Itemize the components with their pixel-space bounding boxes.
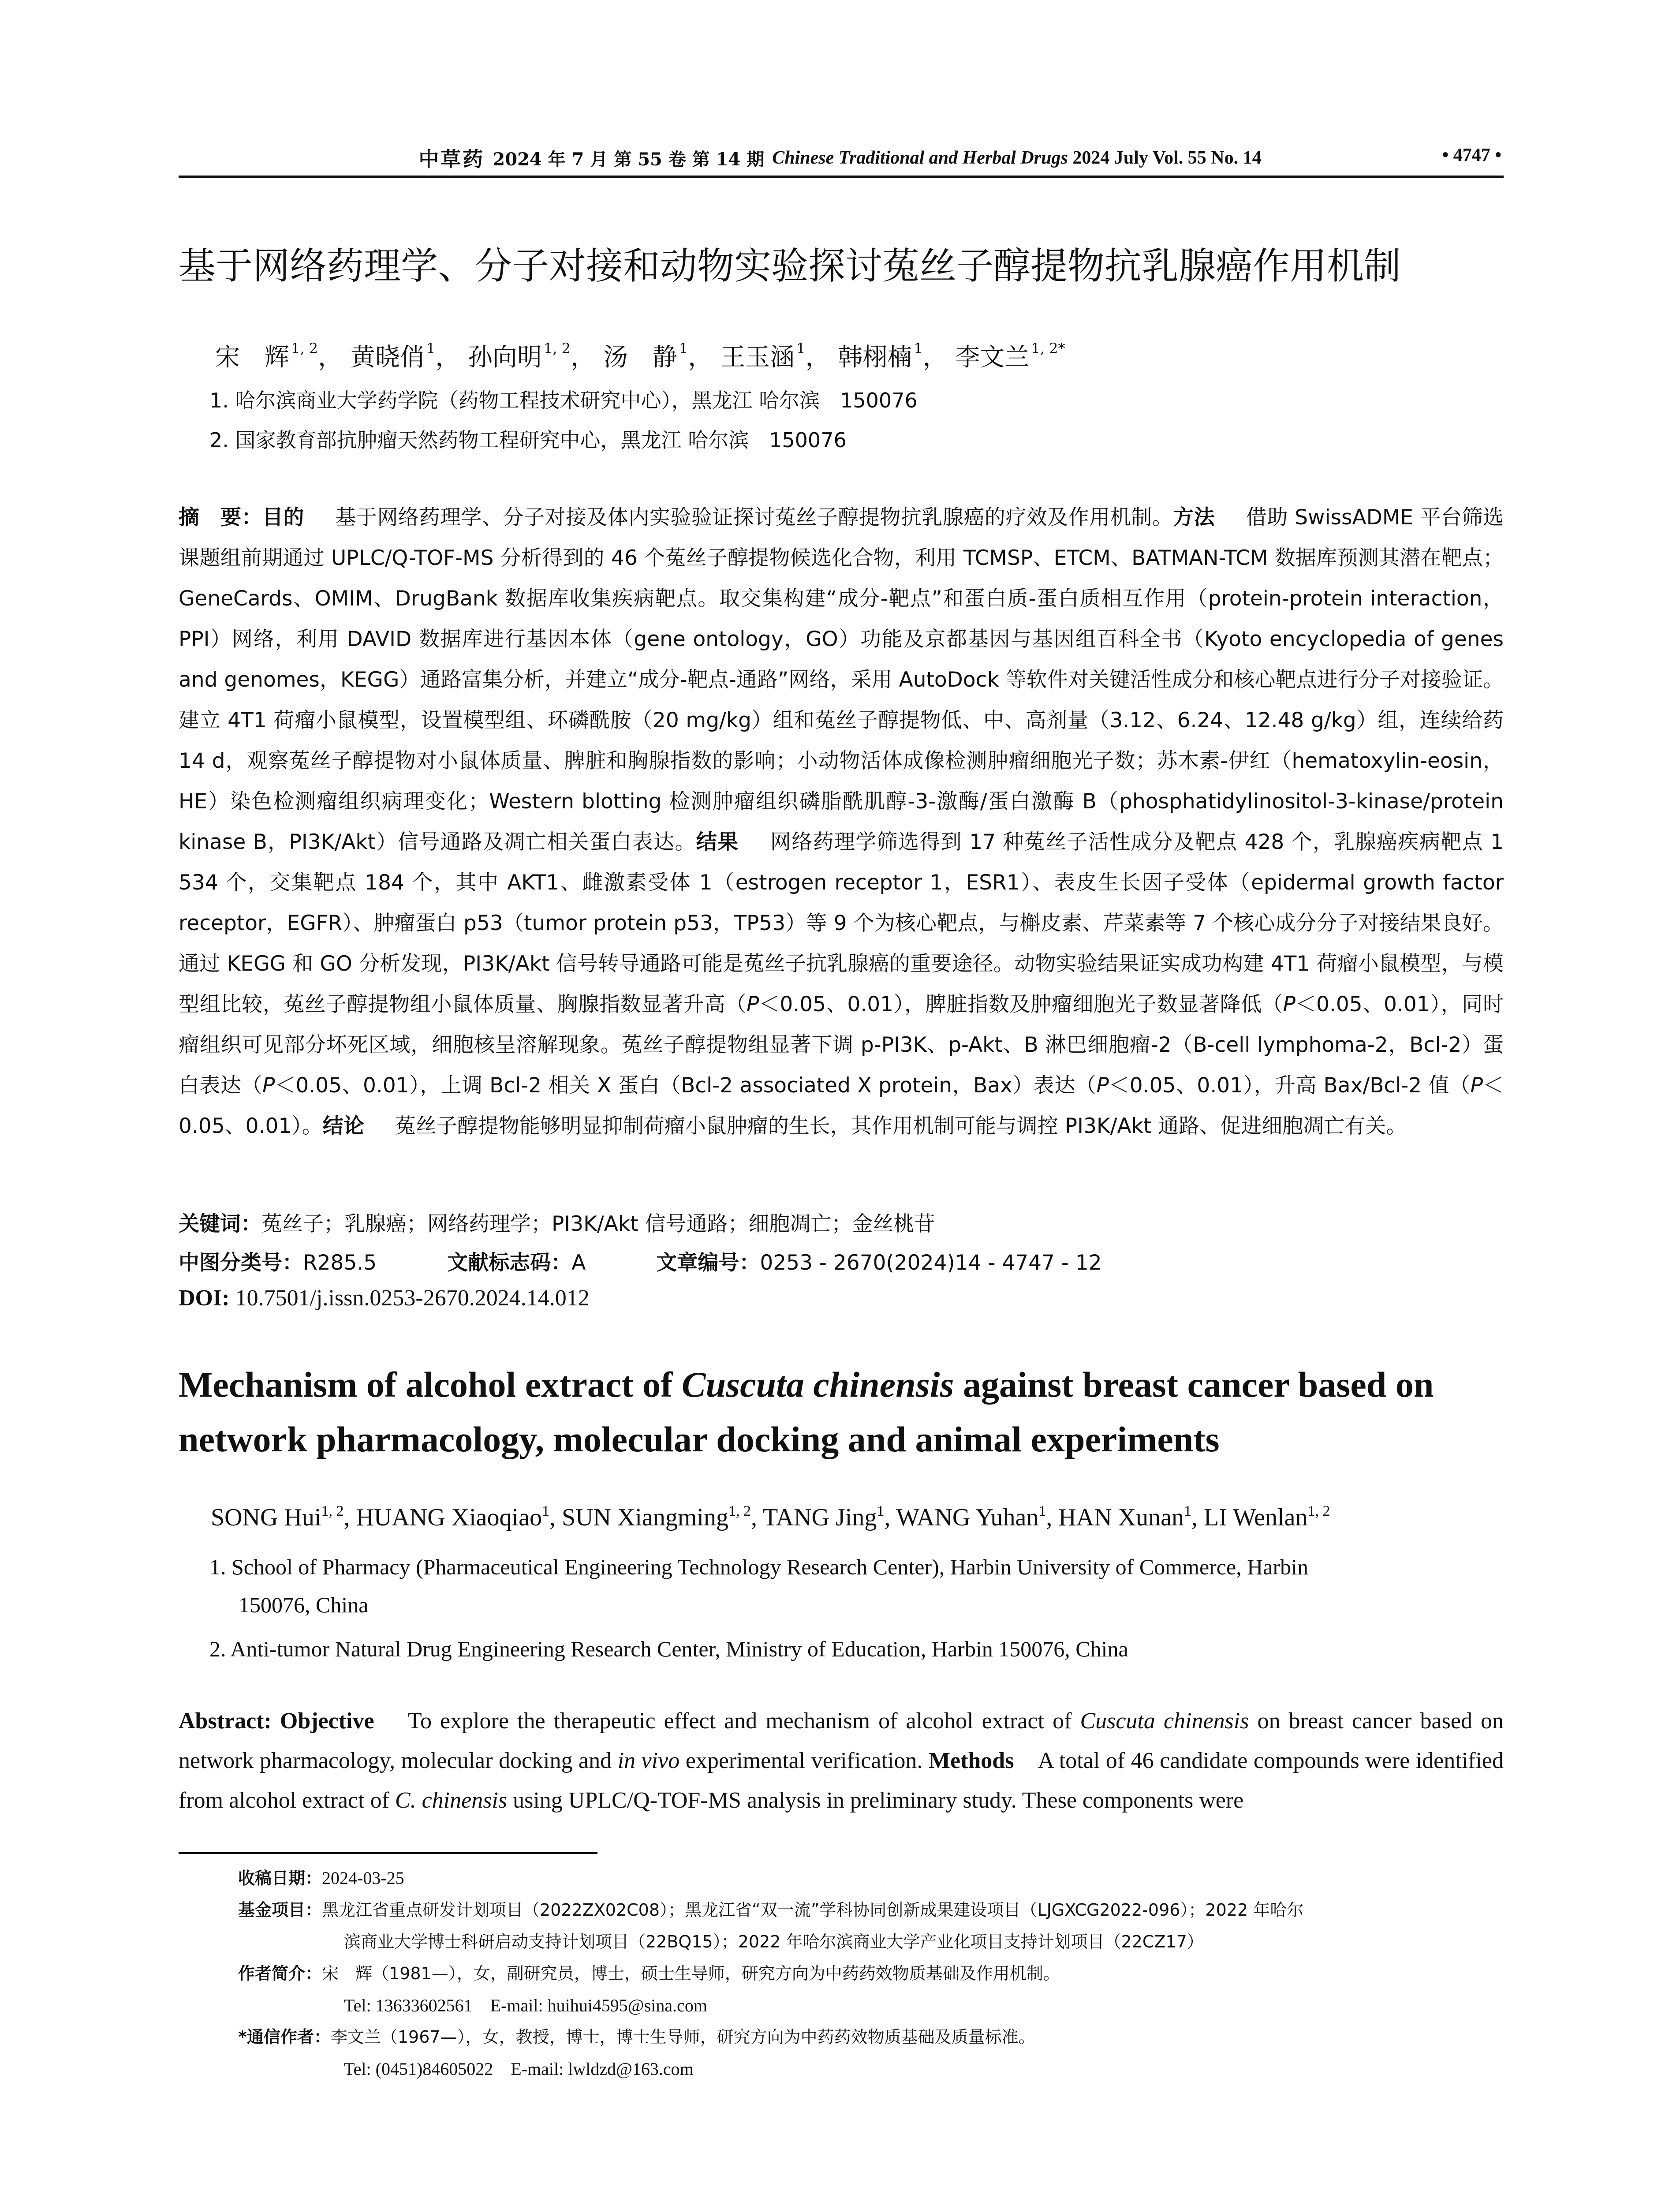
abstract-label: 摘 要： <box>179 505 262 530</box>
author-cn: 宋 辉 $^{1, 2}$ <box>215 340 318 372</box>
methods-label: 方法 <box>1173 505 1215 530</box>
footnote-corresponding-contact: Tel: (0451)84605022 E-mail: lwldzd@163.com <box>344 2059 694 2079</box>
abstract-cn: 摘 要：目的 基于网络药理学、分子对接及体内实验验证探讨菟丝子醇提物抗乳腺癌的疗效及作用机制。方法 借助 SwissADME 平台筛选课题组前期通过 UPLC/Q-TOF-MS 分析得到的 46 个菟丝子醇提物候选化合物，利用 TCMSP、ETCM、BATMAN-TCM 数据库预测其潜在靶点；GeneCards、OMIM、DrugBank 数据库收集疾病靶点。取交集构建“成分-靶点”和蛋白质-蛋白质相互作用（protein-protein interaction，PPI）网络，利用 DAVID 数据库进行基因本体（gene ontology，GO）功能及京都基因与基因组百科全书（Kyoto encyclopedia of genes and genomes，KEGG）通路富集分析，并建立“成分-靶点-通路”网络，采用 AutoDock 等软件对关键活性成分和核心靶点进行分子对接验证。建立 4T1 荷瘤小鼠模型，设置模型组、环磷酰胺（20 mg/kg）组和菟丝子醇提物低、中、高剂量（3.12、6.24、12.48 g/kg）组，连续给药 14 d，观察菟丝子醇提物对小鼠体质量、脾脏和胸腺指数的影响；小动物活体成像检测肿瘤细胞光子数；苏木素-伊红（hematoxylin-eosin，HE）染色检测瘤组织病理变化；Western blotting 检测肿瘤组织磷脂酰肌醇-3-激酶/蛋白激酶 B（phosphatidylinositol-3-kinase/protein kinase B，PI3K/Akt）信号通路及凋亡相关蛋白表达。结果 网络药理学筛选得到 17 种菟丝子活性成分及靶点 428 个，乳腺癌疾病靶点 1 534 个，交集靶点 184 个，其中 AKT1、雌激素受体 1（estrogen receptor 1，ESR1）、表皮生长因子受体（epidermal growth factor receptor，EGFR）、肿瘤蛋白 p53（tumor protein p53，TP53）等 9 个为核心靶点，与槲皮素、芹菜素等 7 个核心成分分子对接结果良好。通过 KEGG 和 GO 分析发现，PI3K/Akt 信号转导通路可能是菟丝子抗乳腺癌的重要途径。动物实验结果证实成功构建 4T1 荷瘤小鼠模型，与模型组比较，菟丝子醇提物组小鼠体质量、胸腺指数显著升高（P＜0.05、0.01），脾脏指数及肿瘤细胞光子数显著降低（P＜0.05、0.01），同时瘤组织可见部分坏死区域，细胞核呈溶解现象。菟丝子醇提物组显著下调 p-PI3K、p-Akt、B 淋巴细胞瘤-2（B-cell lymphoma-2，Bcl-2）蛋白表达（P＜0.05、0.01），上调 Bcl-2 相关 X 蛋白（Bcl-2 associated X protein，Bax）表达（P＜0.05、0.01），升高 Bax/Bcl-2 值（P＜0.05、0.01）。结论 菟丝子醇提物能够明显抑制荷瘤小鼠肿瘤的生长，其作用机制可能与调控 PI3K/Akt 通路、促进细胞凋亡有关。 <box>179 505 1504 1138</box>
author-cn: 黄晓俏 $^1$ <box>350 340 436 372</box>
author-cn: 汤 静 $^1$ <box>603 340 688 372</box>
author-cn: 韩栩楠 $^1$ <box>838 340 923 372</box>
issue-info-en: Chinese Traditional and Herbal Drugs 2024 July Vol. 55 No. 14 <box>772 148 1262 168</box>
page-number: • 4747 • <box>1442 145 1501 165</box>
author-en: SUN Xiangming$^{1, 2}$ <box>561 1503 751 1531</box>
title-en: Mechanism of alcohol extract of Cuscuta chinensis against breast cancer based on network pharmacology, molecular docking and animal experiments <box>179 1364 1434 1459</box>
author-cn: 王玉涵 $^1$ <box>721 340 806 372</box>
affiliation-en-1: 1. School of Pharmacy (Pharmaceutical Engineering Technology Research Center), Harbin University of Commerce, Harbin 150076, China <box>209 1555 1309 1617</box>
abstract-en: Abstract: Objective To explore the therapeutic effect and mechanism of alcohol extract of Cuscuta chinensis on breast cancer based on network pharmacology, molecular docking and in vivo experimental verification. Methods A total of 46 candidate compounds were identified from alcohol extract of C. chinensis using UPLC/Q-TOF-MS analysis in preliminary study. These components were <box>179 1708 1504 1813</box>
author-en: SONG Hui$^{1, 2}$ <box>211 1503 344 1531</box>
conclusion-text: 菟丝子醇提物能够明显抑制荷瘤小鼠肿瘤的生长，其作用机制可能与调控 PI3K/Akt 通路、促进细胞凋亡有关。 <box>395 1114 1407 1138</box>
affiliation-cn-2: 2. 国家教育部抗肿瘤天然药物工程研究中心，黑龙江 哈尔滨 150076 <box>209 428 847 452</box>
author-cn: 李文兰 $^{1, 2*}$ <box>955 340 1065 372</box>
objective-label: 目的 <box>262 505 304 530</box>
footnote-corresponding: *通信作者：李文兰（1967—），女，教授，博士，博士生导师，研究方向为中药药效物质基础及质量标准。 <box>238 2027 1035 2047</box>
footnote-rule <box>179 1852 597 1854</box>
affiliation-cn-1: 1. 哈尔滨商业大学药学院（药物工程技术研究中心），黑龙江 哈尔滨 150076 <box>209 389 918 412</box>
classification-line: 中图分类号：R285.5 文献标志码：A 文章编号：0253 - 2670(2024)14 - 4747 - 12 <box>179 1251 1102 1275</box>
authors-cn: 宋 辉 $^{1, 2}$， 黄晓俏 $^1$， 孙向明 $^{1, 2}$， 汤 静 $^1$， 王玉涵 $^1$， 韩栩楠 $^1$， 李文兰 $^{1, 2*}$ <box>215 340 1065 372</box>
results-label: 结果 <box>696 830 739 854</box>
conclusion-label: 结论 <box>322 1114 364 1138</box>
author-cn: 孙向明 $^{1, 2}$ <box>468 340 571 372</box>
objective-text: 基于网络药理学、分子对接及体内实验验证探讨菟丝子醇提物抗乳腺癌的疗效及作用机制。 <box>335 505 1173 530</box>
author-en: HAN Xunan$^1$ <box>1058 1503 1191 1531</box>
author-en: TANG Jing$^1$ <box>762 1503 885 1531</box>
running-header <box>179 145 1501 171</box>
author-en: LI Wenlan$^{1, 2}$ <box>1203 1503 1330 1531</box>
footnote-author: 作者简介：宋 辉（1981—），女，副研究员，博士，硕士生导师，研究方向为中药药效物质基础及作用机制。 <box>238 1964 1060 1983</box>
footnote-fund-cont: 滨商业大学博士科研启动支持计划项目（22BQ15）；2022 年哈尔滨商业大学产业化项目支持计划项目（22CZ17） <box>344 1932 1204 1951</box>
header-rule <box>179 176 1504 178</box>
doi-line: DOI: 10.7501/j.issn.0253-2670.2024.14.012 <box>179 1286 590 1311</box>
methods-text: 借助 SwissADME 平台筛选课题组前期通过 UPLC/Q-TOF-MS 分析得到的 46 个菟丝子醇提物候选化合物，利用 TCMSP、ETCM、BATMAN-TCM 数据库预测其潜在靶点；GeneCards、OMIM、DrugBank 数据库收集疾病靶点。取交集构建“成分-靶点”和蛋白质-蛋白质相互作用（protein-protein interaction，PPI）网络，利用 DAVID 数据库进行基因本体（gene ontology，GO）功能及京都基因与基因组百科全书（Kyoto encyclopedia of genes and genomes，KEGG）通路富集分析，并建立“成分-靶点-通路”网络，采用 AutoDock 等软件对关键活性成分和核心靶点进行分子对接验证。建立 4T1 荷瘤小鼠模型，设置模型组、环磷酰胺（20 mg/kg）组和菟丝子醇提物低、中、高剂量（3.12、6.24、12.48 g/kg）组，连续给药 14 d，观察菟丝子醇提物对小鼠体质量、脾脏和胸腺指数的影响；小动物活体成像检测肿瘤细胞光子数；苏木素-伊红（hematoxylin-eosin，HE）染色检测瘤组织病理变化；Western blotting 检测肿瘤组织磷脂酰肌醇-3-激酶/蛋白激酶 B（phosphatidylinositol-3-kinase/protein kinase B，PI3K/Akt）信号通路及凋亡相关蛋白表达。 <box>179 505 1504 854</box>
footnote-fund: 基金项目：黑龙江省重点研发计划项目（2022ZX02C08）；黑龙江省“双一流”学科协同创新成果建设项目（LJGXCG2022-096）；2022 年哈尔 <box>238 1900 1304 1920</box>
authors-en: SONG Hui$^{1, 2}$, HUANG Xiaoqiao$^1$, SUN Xiangming$^{1, 2}$, TANG Jing$^1$, WANG Yuhan$^1$, HAN Xunan$^1$, LI Wenlan$^{1, 2}$ <box>211 1503 1330 1531</box>
footnote-received: 收稿日期：2024-03-25 <box>238 1868 404 1888</box>
keywords-cn: 关键词：菟丝子；乳腺癌；网络药理学；PI3K/Akt 信号通路；细胞凋亡；金丝桃苷 <box>179 1212 935 1236</box>
issue-info-cn: 2024 年 7 月 第 55 卷 第 14 期 <box>493 149 765 170</box>
author-en: WANG Yuhan$^1$ <box>896 1503 1046 1531</box>
affiliation-en-2: 2. Anti-tumor Natural Drug Engineering Research Center, Ministry of Education, Harbin 150076, China <box>209 1637 1128 1661</box>
title-cn: 基于网络药理学、分子对接和动物实验探讨菟丝子醇提物抗乳腺癌作用机制 <box>179 244 1401 288</box>
author-en: HUANG Xiaoqiao$^1$ <box>356 1503 549 1531</box>
journal-logo: 中草药 <box>418 147 485 171</box>
footnote-author-contact: Tel: 13633602561 E-mail: huihui4595@sina.com <box>344 1996 707 2015</box>
